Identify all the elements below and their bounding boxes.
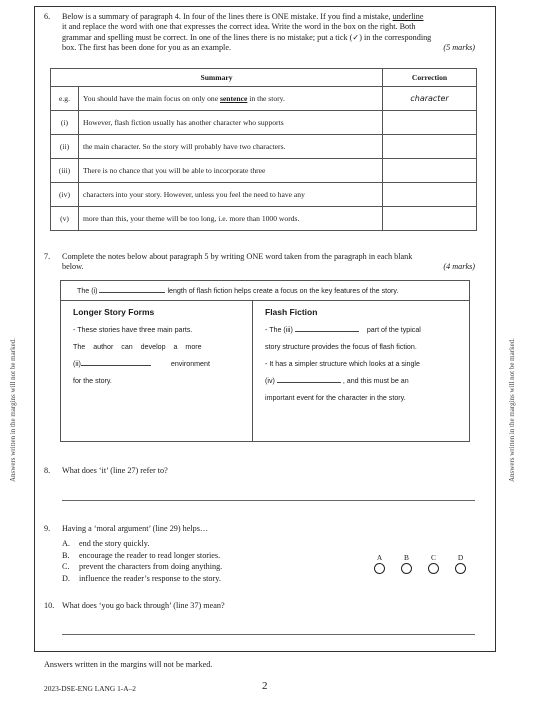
q6-marks: (5 marks) — [443, 42, 475, 52]
bubble-d-circle-icon — [455, 563, 466, 574]
q7-marks: (4 marks) — [443, 262, 475, 272]
bubble-a[interactable]: A — [374, 553, 385, 574]
notes-box — [60, 280, 470, 442]
correction-header: Correction — [383, 69, 477, 87]
summary-table — [50, 68, 477, 231]
bubble-d[interactable]: D — [455, 553, 466, 574]
q8-answer-line[interactable] — [62, 500, 475, 501]
correction-cell-iii[interactable] — [383, 159, 477, 183]
flash-fiction-column: Flash Fiction - The (iii) part of the typical story structure provides the focus of flash fiction. - It has a simpler structure which looks at a single (iv) , and this must be an important event for the character in the story. — [253, 301, 469, 442]
table-row: (ii) the main character. So the story will probably have two characters. — [51, 135, 477, 159]
option-c: C. prevent the characters from doing anything. — [62, 562, 223, 572]
bubble-b-circle-icon — [401, 563, 412, 574]
table-row: (v) more than this, your theme will be too long, i.e. more than 1000 words. — [51, 207, 477, 231]
blank-iii[interactable] — [295, 331, 359, 332]
q9-question: Having a ‘moral argument’ (line 29) helps… — [62, 524, 209, 533]
paper-code: 2023-DSE-ENG LANG 1-A–2 — [44, 684, 136, 693]
left-heading: Longer Story Forms — [73, 307, 155, 317]
bubble-a-circle-icon — [374, 563, 385, 574]
correction-cell-ii[interactable] — [383, 135, 477, 159]
correction-cell-i[interactable] — [383, 111, 477, 135]
table-row: (iii) There is no chance that you will be able to incorporate three — [51, 159, 477, 183]
q7-number: 7. — [44, 252, 51, 261]
correction-cell-v[interactable] — [383, 207, 477, 231]
q6-instructions: Below is a summary of paragraph 4. In four of the lines there is ONE mistake. If you find a mistake, underline it and replace the word with one that expresses the correct idea. Write the word in the box on the right. Both grammar and spelling must be correct. In one of the lines there is no mistake; put a tick (✓) in the corresponding box. The first has been done for you as an example. (5 marks) — [62, 12, 475, 52]
correction-cell-eg: character — [383, 87, 477, 111]
table-row: (iv) characters into your story. However, unless you feel the need to have any — [51, 183, 477, 207]
bubble-c-circle-icon — [428, 563, 439, 574]
margin-note-right: Answers written in the margins will not be marked. — [508, 338, 516, 482]
footer-margin-note: Answers written in the margins will not be marked. — [44, 660, 213, 669]
correction-cell-iv[interactable] — [383, 183, 477, 207]
table-row: (i) However, flash fiction usually has another character who supports — [51, 111, 477, 135]
option-a: A. end the story quickly. — [62, 539, 150, 548]
answer-bubbles — [374, 553, 466, 574]
q6-number: 6. — [44, 12, 51, 21]
option-d: D. influence the reader’s response to the story. — [62, 573, 221, 583]
q9-number: 9. — [44, 524, 51, 533]
q8-question: What does ‘it’ (line 27) refer to? — [62, 466, 168, 475]
option-b: B. encourage the reader to read longer stories. — [62, 550, 221, 560]
blank-iv[interactable] — [277, 382, 341, 383]
bubble-b[interactable]: B — [401, 553, 412, 574]
page-number: 2 — [262, 680, 268, 692]
margin-note-left: Answers written in the margins will not be marked. — [9, 338, 17, 482]
q7-instructions: Complete the notes below about paragraph 5 by writing ONE word taken from the paragraph in each blank below. (4 marks) — [62, 252, 475, 272]
bubble-c[interactable]: C — [428, 553, 439, 574]
right-heading: Flash Fiction — [265, 307, 318, 317]
notes-top-row: The (i) length of flash fiction helps create a focus on the key features of the story. — [61, 281, 469, 301]
table-row: e.g. You should have the main focus on only one sentence in the story. character — [51, 87, 477, 111]
blank-ii[interactable] — [81, 365, 151, 366]
q10-number: 10. — [44, 601, 55, 610]
q10-question: What does ‘you go back through’ (line 37) mean? — [62, 601, 225, 610]
q9-options — [62, 538, 222, 584]
longer-story-column: Longer Story Forms - These stories have three main parts. The author can develop a more (ii) environment for the story. — [61, 301, 253, 442]
blank-i[interactable] — [99, 292, 165, 293]
q8-number: 8. — [44, 466, 51, 475]
q10-answer-line[interactable] — [62, 634, 475, 635]
summary-header: Summary — [51, 69, 383, 87]
